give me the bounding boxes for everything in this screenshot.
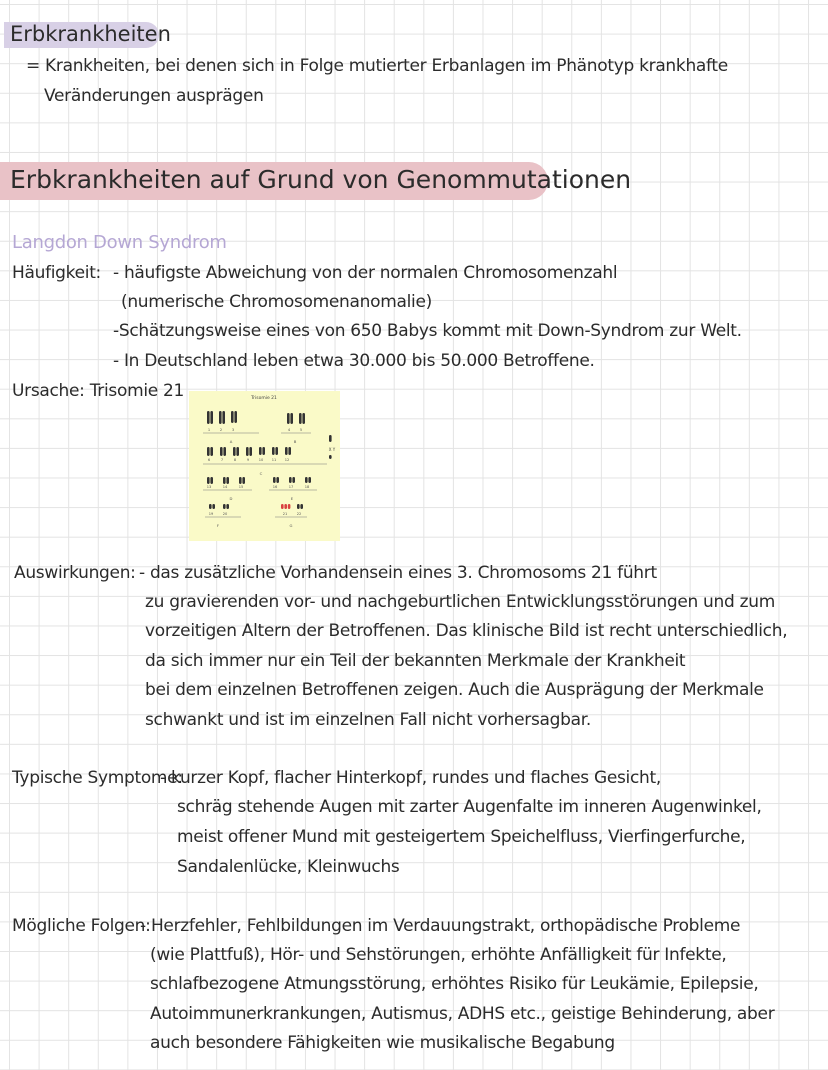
haeufigkeit-line: (numerische Chromosomenanomalie) <box>121 292 432 312</box>
chromosome <box>308 477 311 483</box>
folgen-line: auch besondere Fähigkeiten wie musikalische Begabung <box>150 1033 615 1053</box>
chromosome-number: 14 <box>222 485 228 489</box>
chromosome <box>288 504 291 509</box>
chromosome-number: 21 <box>282 512 288 516</box>
chromosome <box>234 411 237 423</box>
chromosome <box>210 447 213 456</box>
chromosome-number: 7 <box>220 458 224 462</box>
group-label: C <box>259 471 263 476</box>
auswirkungen-line: - das zusätzliche Vorhandensein eines 3. Chromosoms 21 führt <box>139 563 657 583</box>
karyogram-title: Trisomie 21 <box>251 396 277 401</box>
chromosome-number: 16 <box>272 485 278 489</box>
folgen-line: schlafbezogene Atmungsstörung, erhöhtes Risiko für Leukämie, Epilepsie, <box>150 974 759 994</box>
group-label: F <box>216 523 220 528</box>
chromosome <box>262 447 265 455</box>
chromosome <box>222 411 225 424</box>
chromosome <box>207 477 210 484</box>
definition-line-1: = Krankheiten, bei denen sich in Folge mutierter Erbanlagen im Phänotyp krankhafte <box>26 56 728 76</box>
haeufigkeit-label: Häufigkeit: <box>12 263 101 283</box>
chromosome <box>275 447 278 455</box>
chromosome <box>284 504 287 509</box>
auswirkungen-line: zu gravierenden vor- und nachgeburtlichen Entwicklungsstörungen und zum <box>145 592 775 612</box>
chromosome <box>212 504 215 509</box>
symptome-line: - kurzer Kopf, flacher Hinterkopf, rundes und flaches Gesicht, <box>160 768 661 788</box>
sex-chromosomes-label: X Y <box>328 447 336 452</box>
chromosome-number: 13 <box>206 485 212 489</box>
chromosome <box>233 447 236 456</box>
chromosome <box>249 447 252 456</box>
group-label: G <box>289 523 293 528</box>
chromosome-number: 11 <box>271 458 277 462</box>
chromosome <box>329 455 332 459</box>
chromosome <box>273 477 276 483</box>
chromosome <box>290 413 293 424</box>
chromosome-number: 2 <box>219 428 223 432</box>
chromosome-number: 20 <box>222 512 228 516</box>
chromosome <box>281 504 284 509</box>
haeufigkeit-line: -Schätzungsweise eines von 650 Babys kommt mit Down-Syndrom zur Welt. <box>113 321 742 341</box>
chromosome <box>236 447 239 456</box>
chromosome <box>272 447 275 455</box>
auswirkungen-line: bei dem einzelnen Betroffenen zeigen. Auch die Ausprägung der Merkmale <box>145 680 764 700</box>
section-heading: Erbkrankheiten auf Grund von Genommutationen <box>10 165 632 194</box>
chromosome <box>223 504 226 509</box>
chromosome-number: 15 <box>238 485 244 489</box>
page-title: Erbkrankheiten <box>10 22 171 46</box>
symptome-line: Sandalenlücke, Kleinwuchs <box>177 857 400 877</box>
group-label: A <box>229 439 233 444</box>
haeufigkeit-line: - In Deutschland leben etwa 30.000 bis 50.000 Betroffene. <box>113 351 595 371</box>
chromosome <box>300 504 303 509</box>
chromosome <box>292 477 295 483</box>
chromosome <box>219 411 222 424</box>
symptome-line: meist offener Mund mit gesteigertem Speichelfluss, Vierfingerfurche, <box>177 827 746 847</box>
chromosome <box>239 477 242 484</box>
auswirkungen-line: vorzeitigen Altern der Betroffenen. Das klinische Bild ist recht unterschiedlich, <box>145 621 788 641</box>
haeufigkeit-line: - häufigste Abweichung von der normalen Chromosomenzahl <box>113 263 618 283</box>
chromosome <box>305 477 308 483</box>
chromosome-number: 8 <box>233 458 237 462</box>
chromosome-number: 10 <box>258 458 264 462</box>
symptome-line: schräg stehende Augen mit zarter Augenfalte im inneren Augenwinkel, <box>177 797 762 817</box>
folgen-line: - Herzfehler, Fehlbildungen im Verdauungstrakt, orthopädische Probleme <box>140 916 741 936</box>
auswirkungen-line: schwankt und ist im einzelnen Fall nicht vorhersagbar. <box>145 710 591 730</box>
chromosome-number: 1 <box>207 428 211 432</box>
auswirkungen-line: da sich immer nur ein Teil der bekannten Merkmale der Krankheit <box>145 651 686 671</box>
folgen-line: Autoimmunerkrankungen, Autismus, ADHS etc., geistige Behinderung, aber <box>150 1004 775 1024</box>
group-label: B <box>293 439 297 444</box>
chromosome <box>223 447 226 456</box>
chromosome <box>288 447 291 455</box>
chromosome-number: 4 <box>287 428 291 432</box>
chromosome <box>302 413 305 424</box>
chromosome <box>210 411 213 424</box>
folgen-label: Mögliche Folgen: <box>12 916 151 936</box>
chromosome <box>259 447 262 455</box>
subheading: Langdon Down Syndrom <box>12 232 227 253</box>
group-label: D <box>229 496 233 501</box>
chromosome <box>223 477 226 484</box>
chromosome-number: 3 <box>231 428 235 432</box>
chromosome-number: 5 <box>299 428 303 432</box>
chromosome <box>209 504 212 509</box>
chromosome-number: 9 <box>246 458 250 462</box>
folgen-line: (wie Plattfuß), Hör- und Sehstörungen, erhöhte Anfälligkeit für Infekte, <box>150 945 727 965</box>
chromosome <box>287 413 290 424</box>
chromosome <box>285 447 288 455</box>
group-label: E <box>290 496 294 501</box>
chromosome-number: 19 <box>208 512 214 516</box>
chromosome <box>329 435 332 442</box>
chromosome-number: 6 <box>207 458 211 462</box>
chromosome <box>220 447 223 456</box>
chromosome <box>299 413 302 424</box>
chromosome <box>226 504 229 509</box>
chromosome <box>289 477 292 483</box>
chromosome <box>246 447 249 456</box>
auswirkungen-label: Auswirkungen: <box>14 563 136 583</box>
chromosome-number: 22 <box>296 512 302 516</box>
chromosome-set <box>207 411 332 509</box>
chromosome <box>297 504 300 509</box>
chromosome-number: 18 <box>304 485 310 489</box>
definition-line-2: Veränderungen ausprägen <box>44 86 264 106</box>
chromosome <box>276 477 279 483</box>
chromosome <box>231 411 234 423</box>
chromosome <box>226 477 229 484</box>
chromosome <box>210 477 213 484</box>
chromosome-number: 17 <box>288 485 294 489</box>
chromosome-number: 12 <box>284 458 290 462</box>
chromosome <box>242 477 245 484</box>
symptome-label: Typische Symptome: <box>12 768 183 788</box>
karyogram-image <box>189 391 340 541</box>
ursache-label: Ursache: Trisomie 21 <box>12 381 185 401</box>
chromosome <box>207 411 210 424</box>
chromosome <box>207 447 210 456</box>
